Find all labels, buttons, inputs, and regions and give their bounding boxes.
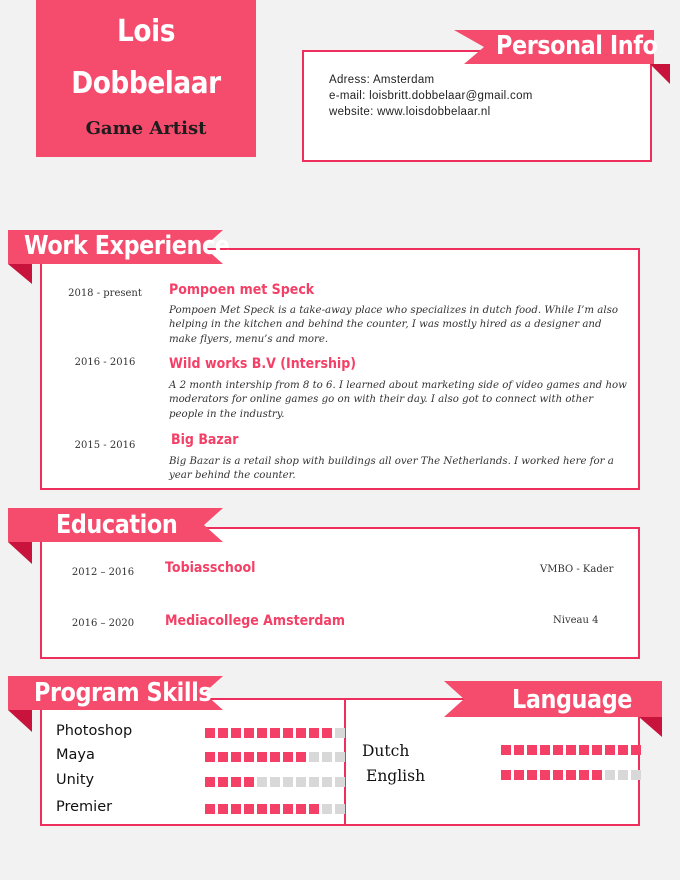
- job-title: Game Artist: [85, 118, 207, 139]
- level-square-filled: [270, 752, 280, 762]
- level-square-filled: [618, 745, 628, 755]
- level-square-filled: [605, 745, 615, 755]
- level-square-filled: [270, 804, 280, 814]
- level-square-filled: [218, 752, 228, 762]
- work-date: 2015 - 2016: [74, 440, 136, 451]
- work-date: 2016 - 2016: [74, 357, 136, 368]
- skill-name: Unity: [56, 772, 95, 788]
- work-title: Big Bazar: [171, 432, 239, 448]
- language-level-bar: [501, 770, 641, 780]
- level-square-empty: [296, 777, 306, 787]
- level-square-empty: [605, 770, 615, 780]
- level-square-filled: [566, 770, 576, 780]
- level-square-empty: [335, 728, 345, 738]
- education-school: Mediacollege Amsterdam: [165, 613, 345, 629]
- level-square-filled: [309, 804, 319, 814]
- level-square-empty: [309, 777, 319, 787]
- website-line: website: www.loisdobbelaar.nl: [329, 106, 491, 118]
- level-square-filled: [205, 777, 215, 787]
- personal-info-heading: Personal Info: [496, 31, 658, 61]
- level-square-empty: [322, 777, 332, 787]
- level-square-filled: [501, 770, 511, 780]
- education-school: Tobiasschool: [165, 560, 256, 576]
- level-square-empty: [283, 777, 293, 787]
- level-square-filled: [579, 745, 589, 755]
- level-square-filled: [283, 752, 293, 762]
- level-square-filled: [205, 728, 215, 738]
- level-square-empty: [618, 770, 628, 780]
- education-level: Niveau 4: [553, 615, 599, 626]
- education-ribbon: [8, 508, 228, 566]
- level-square-filled: [514, 745, 524, 755]
- skill-level-bar: [205, 752, 345, 762]
- language-heading: Language: [512, 685, 633, 715]
- work-experience-heading: Work Experience: [24, 231, 230, 261]
- level-square-empty: [335, 777, 345, 787]
- work-experience-ribbon: [8, 230, 228, 286]
- skill-name: Photoshop: [56, 723, 133, 739]
- personal-info-ribbon: [454, 30, 670, 86]
- level-square-filled: [257, 728, 267, 738]
- language-level-bar: [501, 745, 641, 755]
- level-square-filled: [566, 745, 576, 755]
- level-square-filled: [231, 728, 241, 738]
- level-square-filled: [205, 804, 215, 814]
- level-square-filled: [296, 804, 306, 814]
- level-square-empty: [335, 752, 345, 762]
- last-name: Dobbelaar: [71, 66, 221, 101]
- level-square-filled: [322, 728, 332, 738]
- level-square-filled: [592, 770, 602, 780]
- work-title: Pompoen met Speck: [169, 282, 315, 298]
- level-square-filled: [283, 804, 293, 814]
- level-square-filled: [527, 745, 537, 755]
- level-square-filled: [579, 770, 589, 780]
- level-square-empty: [335, 804, 345, 814]
- level-square-filled: [527, 770, 537, 780]
- level-square-filled: [540, 770, 550, 780]
- language-name: Dutch: [362, 742, 410, 760]
- work-description: Pompoen Met Speck is a take-away place who specializes in dutch food. While I’m also helping in the kitchen and behind the counter, I was mostly hired as a designer and make flyers, menu’s and more.: [169, 305, 618, 345]
- level-square-filled: [270, 728, 280, 738]
- level-square-filled: [218, 777, 228, 787]
- level-square-filled: [244, 777, 254, 787]
- level-square-empty: [322, 752, 332, 762]
- education-date: 2016 – 2020: [71, 618, 135, 629]
- work-description: A 2 month intership from 8 to 6. I learned about marketing side of video games and how moderators for online games go on with their day. I also got to connect with other people in the industry.: [169, 380, 627, 420]
- work-description: Big Bazar is a retail shop with buildings all over The Netherlands. I worked here for a year behind the counter.: [169, 456, 614, 482]
- level-square-filled: [218, 728, 228, 738]
- level-square-filled: [631, 745, 641, 755]
- level-square-filled: [514, 770, 524, 780]
- education-level: VMBO - Kader: [540, 564, 614, 575]
- level-square-filled: [296, 728, 306, 738]
- level-square-empty: [631, 770, 641, 780]
- email-line: e-mail: loisbritt.dobbelaar@gmail.com: [329, 90, 533, 102]
- education-date: 2012 – 2016: [71, 567, 135, 578]
- language-name: English: [366, 767, 426, 785]
- level-square-filled: [553, 745, 563, 755]
- work-date: 2018 - present: [68, 288, 142, 299]
- program-skills-heading: Program Skills: [34, 678, 212, 708]
- level-square-filled: [231, 777, 241, 787]
- education-heading: Education: [56, 510, 178, 540]
- level-square-filled: [231, 804, 241, 814]
- level-square-filled: [244, 728, 254, 738]
- level-square-empty: [322, 804, 332, 814]
- skill-level-bar: [205, 804, 345, 814]
- skill-name: Maya: [56, 747, 95, 763]
- skill-level-bar: [205, 728, 345, 738]
- level-square-filled: [540, 745, 550, 755]
- level-square-empty: [270, 777, 280, 787]
- level-square-filled: [218, 804, 228, 814]
- level-square-filled: [283, 728, 293, 738]
- name-block: [36, 0, 256, 157]
- language-ribbon: [444, 681, 664, 739]
- level-square-filled: [244, 804, 254, 814]
- level-square-empty: [257, 777, 267, 787]
- level-square-filled: [553, 770, 563, 780]
- level-square-filled: [205, 752, 215, 762]
- level-square-filled: [231, 752, 241, 762]
- level-square-filled: [257, 752, 267, 762]
- skill-name: Premier: [56, 799, 113, 815]
- level-square-filled: [501, 745, 511, 755]
- address-line: Adress: Amsterdam: [329, 74, 435, 86]
- level-square-filled: [309, 728, 319, 738]
- level-square-empty: [309, 752, 319, 762]
- first-name: Lois: [117, 14, 175, 49]
- skill-level-bar: [205, 777, 345, 787]
- level-square-filled: [592, 745, 602, 755]
- work-title: Wild works B.V (Intership): [169, 356, 357, 372]
- level-square-filled: [244, 752, 254, 762]
- level-square-filled: [257, 804, 267, 814]
- level-square-filled: [296, 752, 306, 762]
